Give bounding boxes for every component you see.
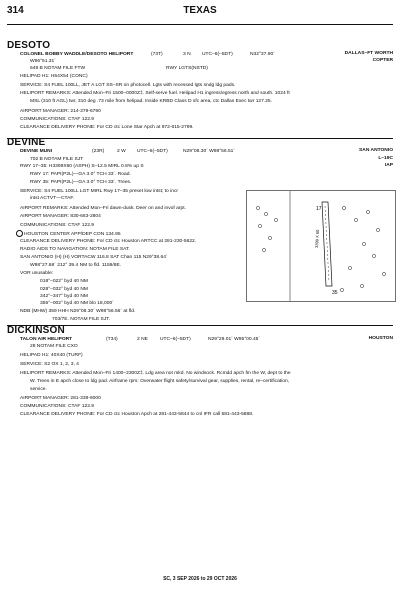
devine-chart-type: L–19C [378,156,393,161]
desoto-chart-type: COPTER [372,58,393,63]
devine-ndb-2: 703/7E. NOTAM FILE SJT. [52,317,111,322]
desoto-location: 3 N [183,52,191,57]
devine-service-2: intst ACTVT—CTAF. [30,196,75,201]
city-heading-devine: DEVINE [7,137,46,148]
desoto-manager: AIRPORT MANAGER: 214-379-6790 [20,109,101,114]
tree-icon [366,210,369,213]
devine-comms: COMMUNICATIONS: CTAF 122.9 [20,223,95,228]
dickinson-remarks-2: W. Trees in E apch close to ldg pad. Airframe rprs: Overwater flight safety/survival gear, supplies, rental, re–certification, [30,379,290,384]
city-heading-dickinson: DICKINSON [7,325,65,336]
dickinson-remarks-3: service. [30,387,47,392]
desoto-rwy-lights: RWY LGTS(NSTD) [166,66,208,71]
runway-17-label: 17 [316,206,322,212]
dickinson-elevation: 28 NOTAM FILE CXO [30,344,78,349]
devine-houston-center-text: HOUSTON CENTER APP/DEP CON 134.95 [24,231,121,237]
devine-name: DEVINE MUNI [20,149,53,154]
desoto-ident: (73T) [151,52,163,57]
desoto-elevation: 649 B NOTAM FILE FTW [30,66,86,71]
desoto-utc: UTC–6(–5DT) [202,52,233,57]
dickinson-utc: UTC–6(–5DT) [160,337,191,342]
devine-vortac-2: W98°27.68´ 212° 39.4 NM to fld. 1159/8E. [30,263,122,268]
devine-clearance: CLEARANCE DELIVERY PHONE: For CD ctc Houston ARTCC at 281-230-5622. [20,239,197,244]
devine-service-1: SERVICE: S4 FUEL 100LL LGT MIRL Rwy 17–35 preset low intst; to incr [20,189,179,194]
dickinson-ident: (T34) [106,337,118,342]
page-footer: SC, 3 SEP 2026 to 29 OCT 2026 [163,576,237,582]
desoto-lat: N32°37.90´ [250,52,275,57]
devine-houston-center [16,230,121,238]
runway-outline [322,202,332,286]
devine-radio-aids: RADIO AIDS TO NAVIGATION: NOTAM FILE SAT. [20,247,130,252]
devine-chart-name: SAN ANTONIO [359,148,393,153]
tree-icon [348,266,351,269]
page-number: 314 [7,5,24,16]
runway-17-35 [322,202,332,286]
airport-diagram [246,190,396,302]
desoto-helipad: HELIPAD H1: H54X54 (CONC) [20,74,88,79]
devine-ident: (23R) [92,149,105,154]
tree-icon [360,284,363,287]
desoto-remarks-1: HELIPORT REMARKS: Attended Mon–Fri 1500–0000Z‡. Self-serve fuel. Helipad H1 ingress/egress north and south. 1024 ft [20,91,290,96]
devine-unusable-1: 018°–022° byd 40 NM [40,279,88,284]
tree-icon [340,288,343,291]
dickinson-chart-name: HOUSTON [368,336,393,341]
devine-manager: AIRPORT MANAGER: 830-663-2804 [20,214,101,219]
tree-icon [268,236,271,239]
desoto-chart-name: DALLAS–FT WORTH [344,51,393,56]
dickinson-remarks-1: HELIPORT REMARKS: Attended Mon–Fri 1400–2300Z‡. Ldg area not mkd. No windsock. Rcmdd apch fm the W, dept to the [20,371,291,376]
tree-icon [362,242,365,245]
obstacle-symbols [256,206,385,291]
tree-icon [342,206,345,209]
runway-dimension-label: 3399 X 60 [314,229,320,249]
runway-35-label: 35 [332,290,338,296]
desoto-remarks-2: MSL (310 ft AGL) twr, 310 deg .73 mile from helipad. Inside KRBD Class D sfc area, ctc Dallas Exec twr 127.25. [30,99,273,104]
dickinson-manager: AIRPORT MANAGER: 281-339-6000 [20,396,101,401]
dickinson-service: SERVICE: S2 OX 1, 2, 3, 4 [20,362,79,367]
devine-runway: RWY 17–35: H3399X60 (ASPH) S–12.5 MIRL 0.8% up S [20,164,144,169]
devine-location: 2 W [117,149,126,154]
devine-unusable-2: 028°–032° byd 40 NM [40,287,88,292]
devine-utc: UTC–6(–5DT) [137,149,168,154]
tree-icon [372,254,375,257]
dickinson-location: 2 NE [137,337,148,342]
devine-rwy35: RWY 35: PAPI(P2L)—GA 3.0° TCH 33´. Trees. [30,180,132,185]
dickinson-clearance: CLEARANCE DELIVERY PHONE: For CD ctc Houston Apch at 281-443-5844 to cnl IFR call 581-443-5888. [20,412,254,417]
tree-icon [258,224,261,227]
tree-icon [354,218,357,221]
tree-icon [262,248,265,251]
desoto-name: COLONEL BOBBY WADDLE/DESOTO HELIPORT [20,52,134,57]
devine-rwy17: RWY 17: PAPI(P2L)—GA 3.0° TCH 33´. Road. [30,172,131,177]
header-rule [7,24,393,25]
devine-unusable-3: 342°–347° byd 40 NM [40,294,88,299]
desoto-lon: W96°51.31´ [30,59,56,64]
tree-icon [274,218,277,221]
devine-remarks: AIRPORT REMARKS: Attended Mon–Fri dawn-dusk. Deer on and invof arpt. [20,206,186,211]
city-heading-desoto: DESOTO [7,40,51,51]
devine-vortac-1: SAN ANTONIO (H) (H) VORTACW 116.8 SAT Chan 115 N29°38.64´ [20,255,168,260]
devine-ndb-1: NDB (MHW) 359 HHH N29°08.30´ W98°56.56´ at fld. [20,309,136,314]
desoto-service: SERVICE: S4 FUEL 100LL, JET A LGT SS–SR on photocell. Lgts with recessed lgts sndg ldg pads. [20,83,236,88]
devine-latlon: N29°08.30´ W98°56.51´ [183,149,236,154]
desoto-clearance: CLEARANCE DELIVERY PHONE: For CD ctc Lone Star Apch at 972-615-2799. [20,125,194,130]
tree-icon [256,206,259,209]
houston-center-symbol-icon [16,230,23,237]
dickinson-helipad: HELIPAD H1: 40X40 (TURF) [20,353,83,358]
devine-unusable-4: 355°–002° byd 40 NM blo 18,000´ [40,301,114,306]
section-divider [7,138,393,139]
devine-elevation: 702 B NOTAM FILE SJT [30,157,84,162]
desoto-comms: COMMUNICATIONS: CTAF 122.9 [20,117,95,122]
dickinson-latlon: N29°29.01´ W95°00.45´ [208,337,261,342]
dickinson-name: TALON AIR HELIPORT [20,337,73,342]
tree-icon [382,272,385,275]
tree-icon [264,212,267,215]
tree-icon [376,228,379,231]
devine-vor-unusable: VOR unusable: [20,271,54,276]
devine-iap: IAP [384,163,393,168]
state-title: TEXAS [183,5,217,16]
dickinson-comms: COMMUNICATIONS: CTAF 122.9 [20,404,95,409]
